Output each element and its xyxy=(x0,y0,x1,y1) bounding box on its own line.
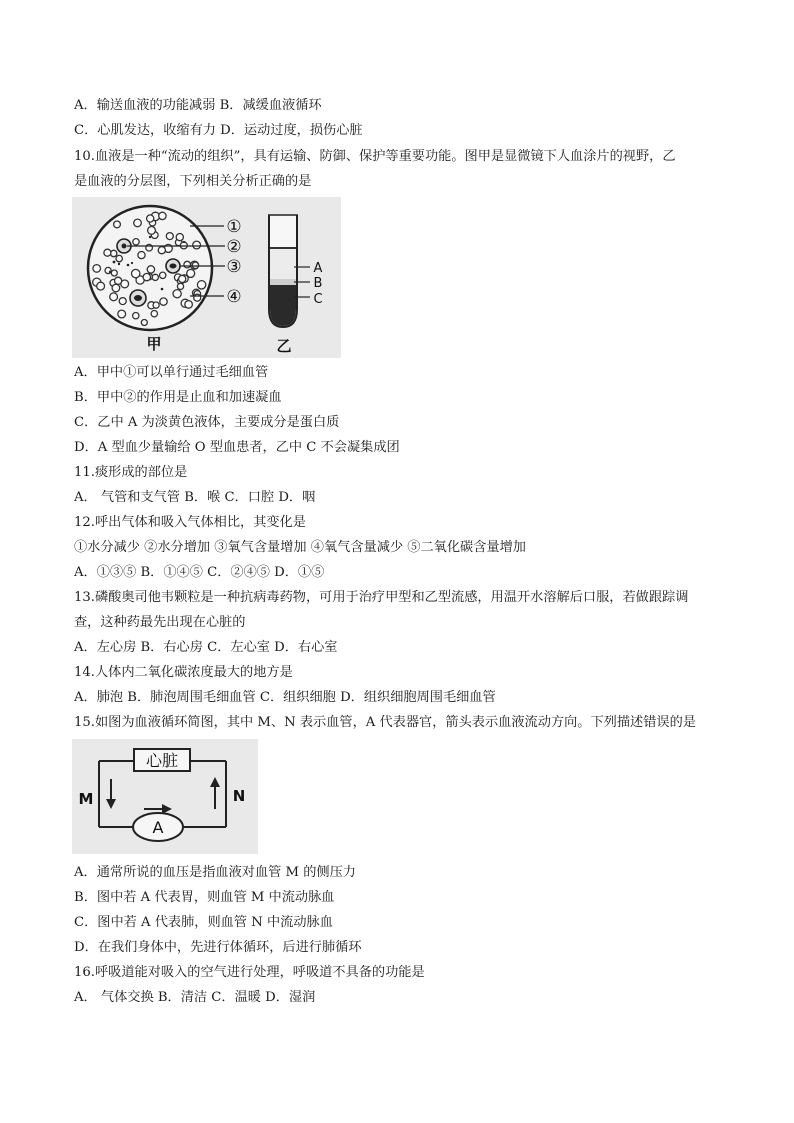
blood-figure xyxy=(72,197,341,358)
red-blood-cell xyxy=(118,310,126,318)
label-C: C xyxy=(313,292,323,307)
red-blood-cell xyxy=(192,262,198,268)
red-blood-cell xyxy=(184,261,191,268)
red-blood-cell xyxy=(93,265,101,273)
arrow-down-icon xyxy=(106,779,116,809)
label-1: ① xyxy=(226,217,242,237)
q13-stem-line2: 查，这种药最先出现在心脏的 xyxy=(74,615,246,630)
circulation-figure-svg xyxy=(72,739,258,854)
label-B: B xyxy=(313,276,323,291)
test-tube xyxy=(268,215,298,327)
m-label: M xyxy=(78,790,94,808)
q10-stem-line2: 是血液的分层图，下列相关分析正确的是 xyxy=(74,174,312,189)
q10-stem-line1: 10.血液是一种“流动的组织”，具有运输、防御、保护等重要功能。图甲是显微镜下人血涂片的视野，乙 xyxy=(74,149,676,164)
q10-option-c: C．乙中 A 为淡黄色液体，主要成分是蛋白质 xyxy=(74,415,340,430)
red-blood-cell xyxy=(197,281,205,289)
jia-labels xyxy=(226,217,241,307)
q14-stem: 14.人体内二氧化碳浓度最大的地方是 xyxy=(74,665,293,680)
blood-figure-svg xyxy=(72,197,341,358)
caption-jia: 甲 xyxy=(146,335,162,353)
q16-options: A． 气体交换 B．清洁 C．温暖 D．湿润 xyxy=(74,990,316,1005)
red-blood-cell xyxy=(111,270,117,276)
red-blood-cell xyxy=(112,284,120,292)
red-blood-cell xyxy=(116,255,122,261)
red-blood-cell xyxy=(104,249,111,256)
red-blood-cell xyxy=(153,302,159,308)
red-blood-cell xyxy=(110,293,118,301)
red-blood-cell xyxy=(151,311,157,317)
q12-items: ①水分减少 ②水分增加 ③氧气含量增加 ④氧气含量减少 ⑤二氧化碳含量增加 xyxy=(74,540,526,555)
q15-option-c: C．图中若 A 代表肺，则血管 N 中流动脉血 xyxy=(74,915,333,930)
q10-option-d: D．A 型血少量输给 O 型血患者，乙中 C 不会凝集成团 xyxy=(74,440,400,455)
red-blood-cell xyxy=(143,273,150,280)
q11-options: A． 气管和支气管 B．喉 C．口腔 D．咽 xyxy=(74,490,316,505)
red-blood-cell xyxy=(152,274,158,280)
label-A: A xyxy=(313,261,323,276)
red-blood-cell xyxy=(159,212,166,219)
red-blood-cell xyxy=(141,320,147,326)
q10-option-b: B．甲中②的作用是止血和加速凝血 xyxy=(74,390,282,405)
red-blood-cell xyxy=(166,233,173,240)
cell-nucleus xyxy=(170,264,177,269)
q13-stem-line1: 13.磷酸奥司他韦颗粒是一种抗病毒药物，可用于治疗甲型和乙型流感，用温开水溶解后口服，若做跟踪调 xyxy=(74,590,689,605)
q11-stem: 11.痰形成的部位是 xyxy=(74,465,188,480)
red-blood-cell xyxy=(97,282,105,290)
red-blood-cell xyxy=(176,234,183,241)
red-blood-cell xyxy=(148,227,156,235)
heart-label: 心脏 xyxy=(145,751,179,770)
q13-options: A．左心房 B．右心房 C．左心室 D．右心室 xyxy=(74,640,338,655)
arrow-up-icon xyxy=(210,777,220,809)
q10-option-a: A．甲中①可以单行通过毛细血管 xyxy=(74,365,269,380)
red-blood-cell xyxy=(147,215,154,222)
red-blood-cell xyxy=(147,266,154,273)
red-blood-cell xyxy=(138,252,145,259)
red-blood-cell xyxy=(160,272,166,278)
q15-stem: 15.如图为血液循环简图，其中 M、N 表示血管，A 代表器官，箭头表示血液流动方向。下列描述错误的是 xyxy=(74,715,696,730)
yi-labels xyxy=(313,261,322,307)
caption-yi: 乙 xyxy=(276,337,292,355)
organ-a-label: A xyxy=(152,818,164,837)
red-blood-cell xyxy=(119,298,126,305)
red-blood-cell xyxy=(179,275,186,282)
cell-nucleus xyxy=(134,295,142,301)
q15-option-a: A．通常所说的血压是指血液对血管 M 的侧压力 xyxy=(74,865,356,880)
q9-options-line2: C．心肌发达，收缩有力 D．运动过度，损伤心脏 xyxy=(74,123,363,138)
red-blood-cell xyxy=(160,298,167,305)
red-blood-cell xyxy=(132,269,140,277)
circulation-figure xyxy=(72,739,258,854)
n-label: N xyxy=(232,787,246,805)
label-4: ④ xyxy=(226,287,242,307)
red-blood-cell xyxy=(146,244,153,251)
q9-options-line1: A．输送血液的功能减弱 B．减缓血液循环 xyxy=(74,98,322,113)
red-blood-cell xyxy=(114,221,121,228)
red-blood-cell xyxy=(115,277,122,284)
q16-stem: 16.呼吸道能对吸入的空气进行处理，呼吸道不具备的功能是 xyxy=(74,965,425,980)
red-blood-cell xyxy=(193,241,201,249)
label-3: ③ xyxy=(226,257,242,277)
q12-options: A．①③⑤ B．①④⑤ C．②④⑤ D．①⑤ xyxy=(74,565,325,580)
red-blood-cell xyxy=(133,313,139,319)
red-blood-cell xyxy=(173,290,181,298)
red-blood-cell xyxy=(194,294,201,301)
q15-option-b: B．图中若 A 代表胃，则血管 M 中流动脉血 xyxy=(74,890,335,905)
q12-stem: 12.呼出气体和吸入气体相比，其变化是 xyxy=(74,515,306,530)
red-blood-cell xyxy=(185,301,193,309)
label-2: ② xyxy=(226,237,242,257)
q14-options: A．肺泡 B．肺泡周围毛细血管 C．组织细胞 D．组织细胞周围毛细血管 xyxy=(74,690,496,705)
red-blood-cell xyxy=(133,239,139,245)
cell-nucleus xyxy=(122,244,127,249)
red-blood-cell xyxy=(134,219,142,227)
q15-option-d: D．在我们身体中，先进行体循环，后进行肺循环 xyxy=(74,940,362,955)
red-blood-cell xyxy=(177,283,183,289)
red-blood-cell xyxy=(187,269,195,277)
red-blood-cell xyxy=(158,247,165,254)
